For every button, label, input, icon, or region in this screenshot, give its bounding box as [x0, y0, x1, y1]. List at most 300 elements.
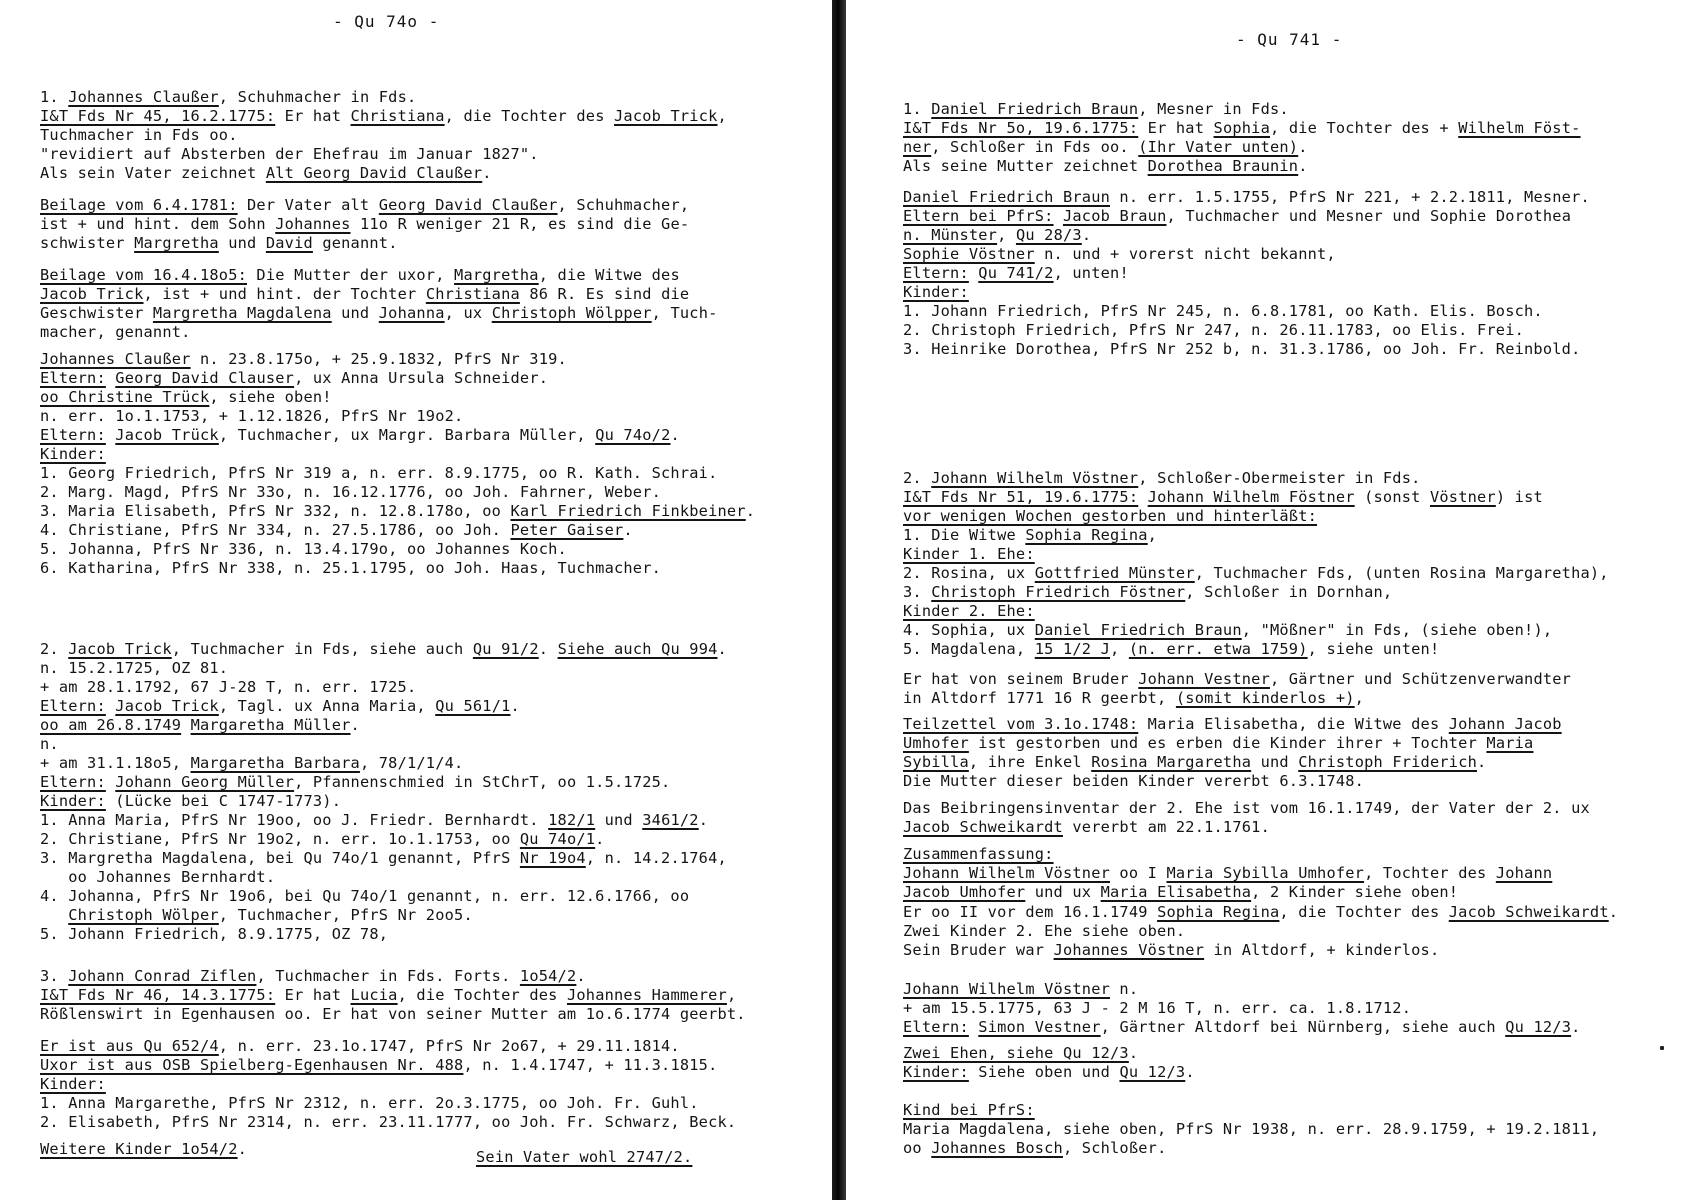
- text-line: [903, 980, 1581, 999]
- underlined-text: Weitere Kinder 1o54/2: [40, 1140, 238, 1158]
- text-line: [903, 734, 1562, 753]
- text-line: [903, 799, 1590, 818]
- text-run: .: [482, 164, 492, 182]
- text-run: .: [698, 811, 709, 829]
- text-line: [40, 659, 727, 678]
- text-run: , Tuchmacher, PfrS Nr 2oo5.: [218, 906, 473, 924]
- entry-block: [40, 88, 727, 183]
- text-run: 3.: [40, 967, 69, 985]
- text-run: , ist + und hint. der Tochter: [143, 285, 426, 303]
- underlined-text: Christiana: [350, 107, 445, 125]
- entry-block: [903, 100, 1581, 176]
- underlined-text: Johannes Vöstner: [1053, 941, 1205, 959]
- text-run: n. err. 1.5.1755, PfrS Nr 221, + 2.2.1811, Mesner.: [1110, 188, 1590, 206]
- underlined-text: Christoph Friderich: [1298, 753, 1478, 771]
- text-line: [903, 922, 1618, 941]
- underlined-text: Jacob Trick: [115, 697, 219, 715]
- text-line: [903, 100, 1581, 119]
- text-line: [40, 126, 727, 145]
- underlined-text: Johannes Hammerer: [566, 986, 727, 1004]
- text-run: , Tuchmacher in Fds, siehe auch: [171, 640, 473, 658]
- text-line: [40, 266, 718, 285]
- underlined-text: Qu 12/3: [1505, 1018, 1572, 1036]
- underlined-text: Daniel Friedrich Braun: [1034, 621, 1242, 639]
- text-line: [903, 670, 1571, 689]
- text-line: [903, 545, 1609, 564]
- text-run: und ux: [1025, 883, 1101, 901]
- underlined-text: Johann Wilhelm Föstner: [1147, 488, 1355, 506]
- text-run: 1. Johann Friedrich, PfrS Nr 245, n. 6.8.1781, oo Kath. Elis. Bosch.: [903, 302, 1543, 320]
- text-line: [903, 715, 1562, 734]
- underlined-text: Qu 12/3: [1119, 1063, 1186, 1081]
- text-line: [40, 196, 689, 215]
- text-run: [969, 1018, 978, 1036]
- text-run: , Schloßer-Obermeister in Fds.: [1138, 469, 1421, 487]
- text-run: 1.: [40, 88, 69, 106]
- text-line: [40, 350, 755, 369]
- text-line: [903, 772, 1562, 791]
- underlined-text: Qu 74o/2: [595, 426, 671, 444]
- text-run: , die Tochter des: [444, 107, 615, 125]
- text-run: .: [350, 716, 360, 734]
- text-run: , Tuchmacher, ux Margr. Barbara Müller,: [218, 426, 596, 444]
- text-run: [969, 264, 978, 282]
- text-run: ,: [1354, 689, 1365, 707]
- entry-block: [903, 469, 1609, 659]
- underlined-text: (Ihr Vater unten): [1138, 138, 1299, 156]
- text-line: [40, 925, 727, 944]
- underlined-text: Johann Jacob: [1448, 715, 1562, 733]
- underlined-text: Margretha: [134, 234, 219, 252]
- underlined-text: Eltern:: [40, 773, 106, 791]
- text-run: Siehe oben und: [968, 1063, 1120, 1081]
- underlined-text: Sybilla: [903, 753, 969, 771]
- text-run: , siehe oben!: [209, 388, 332, 406]
- text-run: Er oo II vor dem 16.1.1749: [903, 903, 1158, 921]
- text-run: .: [623, 521, 633, 539]
- text-run: n. err. 1o.1.1753, + 1.12.1826, PfrS Nr 19o2.: [40, 407, 464, 425]
- text-run: 5. Johann Friedrich, 8.9.1775, OZ 78,: [40, 925, 389, 943]
- underlined-text: Jacob Trick: [614, 107, 718, 125]
- underlined-text: Jacob Trück: [115, 426, 219, 444]
- text-run: , n. err. 23.1o.1747, PfrS Nr 2o67, + 29.11.1814.: [218, 1037, 680, 1055]
- text-run: , Schuhmacher in Fds.: [218, 88, 417, 106]
- text-run: .: [1185, 1063, 1195, 1081]
- text-run: Er hat von seinem Bruder: [903, 670, 1139, 688]
- underlined-text: 182/1: [548, 811, 596, 829]
- underlined-text: Siehe auch Qu 994: [557, 640, 718, 658]
- text-run: + am 28.1.1792, 67 J-28 T, n. err. 1725.: [40, 678, 417, 696]
- text-line: [903, 1044, 1195, 1063]
- text-run: Rößlenswirt in Egenhausen oo. Er hat von seiner Mutter am 1o.6.1774 geerbt.: [40, 1005, 746, 1023]
- entry-block: [476, 1148, 692, 1167]
- text-line: [40, 540, 755, 559]
- text-line: [903, 302, 1590, 321]
- underlined-text: (somit kinderlos +): [1175, 689, 1355, 707]
- underlined-text: Kinder:: [40, 445, 106, 463]
- underlined-text: Kinder:: [40, 1075, 106, 1093]
- underlined-text: oo am 26.8.1749: [40, 716, 182, 734]
- text-run: oo: [903, 1139, 932, 1157]
- text-run: 6. Katharina, PfrS Nr 338, n. 25.1.1795, oo Joh. Haas, Tuchmacher.: [40, 559, 662, 577]
- text-run: 1. Anna Maria, PfrS Nr 19oo, oo J. Friedr. Bernhardt.: [40, 811, 549, 829]
- text-run: ,: [726, 986, 737, 1004]
- text-run: macher, genannt.: [40, 323, 191, 341]
- text-run: Als seine Mutter zeichnet: [903, 157, 1148, 175]
- underlined-text: ner: [903, 138, 932, 156]
- text-run: 2. Christiane, PfrS Nr 19o2, n. err. 1o.1.1753, oo: [40, 830, 520, 848]
- page-number: - Qu 741 -: [1236, 30, 1343, 49]
- text-run: 5. Magdalena,: [903, 640, 1035, 658]
- text-run: Das Beibringensinventar der 2. Ehe ist vom 16.1.1749, der Vater der 2. ux: [903, 799, 1590, 817]
- text-line: [40, 906, 727, 925]
- text-run: und: [331, 304, 379, 322]
- text-line: [40, 1056, 736, 1075]
- text-run: und: [595, 811, 643, 829]
- text-line: [40, 521, 755, 540]
- underlined-text: I&T Fds Nr 45, 16.2.1775:: [40, 107, 276, 125]
- text-line: [40, 559, 755, 578]
- text-run: 2.: [903, 469, 932, 487]
- text-run: .: [1298, 157, 1308, 175]
- underlined-text: Eltern:: [40, 697, 106, 715]
- text-run: Maria Elisabetha, die Witwe des: [1138, 715, 1449, 733]
- underlined-text: Gottfried Münster: [1034, 564, 1195, 582]
- underlined-text: Qu 91/2: [472, 640, 539, 658]
- text-run: 3. Margretha Magdalena, bei Qu 74o/1 genannt, PfrS: [40, 849, 520, 867]
- text-line: [476, 1148, 692, 1167]
- underlined-text: Johannes Claußer: [40, 350, 191, 368]
- text-run: "revidiert auf Absterben der Ehefrau im Januar 1827".: [40, 145, 539, 163]
- text-run: .: [510, 697, 520, 715]
- entry-block: [903, 188, 1590, 359]
- text-run: 1.: [903, 100, 932, 118]
- text-run: .: [1128, 1044, 1139, 1062]
- text-line: [903, 753, 1562, 772]
- underlined-text: Eltern:: [903, 1018, 969, 1036]
- text-run: , Gärtner und Schützenverwandter: [1269, 670, 1572, 688]
- text-run: , 78/1/1/4.: [359, 754, 464, 772]
- underlined-text: Maria Elisabetha: [1100, 883, 1252, 901]
- underlined-text: Zusammenfassung:: [903, 845, 1054, 863]
- text-run: , Tuchmacher Fds, (unten Rosina Margaretha),: [1194, 564, 1609, 582]
- entry-block: [903, 903, 1618, 960]
- text-run: , Schloßer.: [1062, 1139, 1167, 1157]
- underlined-text: Vöstner: [1429, 488, 1496, 506]
- underlined-text: Johanna: [378, 304, 445, 322]
- text-run: , ihre Enkel: [968, 753, 1092, 771]
- underlined-text: 3461/2: [642, 811, 699, 829]
- text-line: [40, 773, 727, 792]
- text-line: [903, 845, 1552, 864]
- underlined-text: Margretha Magdalena: [152, 304, 332, 322]
- underlined-text: oo Christine Trück: [40, 388, 210, 406]
- text-line: [40, 88, 727, 107]
- entry-block: [40, 196, 689, 253]
- underlined-text: Johann: [1495, 864, 1553, 882]
- text-run: 1. Georg Friedrich, PfrS Nr 319 a, n. err. 8.9.1775, oo R. Kath. Schrai.: [40, 464, 718, 482]
- text-line: [40, 145, 727, 164]
- text-run: und: [218, 234, 266, 252]
- underlined-text: Eltern:: [903, 264, 969, 282]
- underlined-text: Johannes: [275, 215, 351, 233]
- text-line: [40, 678, 727, 697]
- text-line: [40, 215, 689, 234]
- text-run: [1138, 488, 1147, 506]
- underlined-text: Kind bei PfrS:: [903, 1101, 1035, 1119]
- entry-block: [903, 799, 1590, 837]
- text-run: Die Mutter dieser beiden Kinder vererbt 6.3.1748.: [903, 772, 1365, 790]
- text-line: [40, 483, 755, 502]
- underlined-text: Christoph Friedrich Föstner: [931, 583, 1186, 601]
- text-line: [903, 526, 1609, 545]
- underlined-text: Nr 19o4: [519, 849, 586, 867]
- entry-block: [903, 670, 1571, 708]
- text-line: [903, 883, 1552, 902]
- entry-block: [903, 845, 1552, 902]
- text-run: [40, 906, 68, 924]
- text-run: schwister: [40, 234, 135, 252]
- text-run: [106, 369, 115, 387]
- text-line: [40, 887, 727, 906]
- text-run: .: [1608, 903, 1619, 921]
- underlined-text: Christoph Wölpper: [491, 304, 652, 322]
- text-run: 1. Die Witwe: [903, 526, 1026, 544]
- text-run: Sein Bruder war: [903, 941, 1054, 959]
- text-run: , n. 1.4.1747, + 11.3.1815.: [463, 1056, 718, 1074]
- text-run: Geschwister: [40, 304, 153, 322]
- text-run: [106, 773, 115, 791]
- text-run: Die Mutter der uxor,: [247, 266, 455, 284]
- text-line: [40, 640, 727, 659]
- text-run: , unten!: [1053, 264, 1129, 282]
- underlined-text: I&T Fds Nr 46, 14.3.1775:: [40, 986, 276, 1004]
- text-run: Zwei Kinder 2. Ehe siehe oben.: [903, 922, 1186, 940]
- text-line: [40, 735, 727, 754]
- text-line: [903, 999, 1581, 1018]
- underlined-text: Daniel Friedrich Braun: [903, 188, 1111, 206]
- text-line: [903, 864, 1552, 883]
- underlined-text: Johann Conrad Ziflen: [68, 967, 257, 985]
- text-run: 5. Johanna, PfrS Nr 336, n. 13.4.179o, oo Johannes Koch.: [40, 540, 567, 558]
- underlined-text: Johannes Bosch: [931, 1139, 1063, 1157]
- entry-block: [40, 266, 718, 342]
- text-line: [40, 285, 718, 304]
- text-line: [903, 621, 1609, 640]
- underlined-text: Qu 74o/1: [519, 830, 596, 848]
- underlined-text: Johann Vestner: [1138, 670, 1270, 688]
- text-run: Als sein Vater zeichnet: [40, 164, 266, 182]
- entry-block: [40, 350, 755, 578]
- text-run: ) ist: [1495, 488, 1543, 506]
- text-line: [903, 469, 1609, 488]
- text-run: Maria Magdalena, siehe oben, PfrS Nr 1938, n. err. 28.9.1759, + 19.2.1811,: [903, 1120, 1600, 1138]
- underlined-text: Zwei Ehen, siehe Qu 12/3: [903, 1044, 1129, 1062]
- text-line: [40, 716, 727, 735]
- text-line: [903, 1120, 1599, 1139]
- text-run: , Tuchmacher in Fds. Forts.: [256, 967, 520, 985]
- underlined-text: Maria: [1486, 734, 1534, 752]
- text-run: oo I: [1110, 864, 1167, 882]
- text-line: [903, 138, 1581, 157]
- underlined-text: Sophia Regina: [1025, 526, 1148, 544]
- text-run: , Gärtner Altdorf bei Nürnberg, siehe auch: [1100, 1018, 1506, 1036]
- underlined-text: Margaretha Barbara: [190, 754, 360, 772]
- text-run: genannt.: [312, 234, 398, 252]
- text-run: , "Mößner" in Fds, (siehe oben!),: [1241, 621, 1553, 639]
- text-line: [40, 754, 727, 773]
- underlined-text: Lucia: [350, 986, 398, 1004]
- underlined-text: Eltern:: [40, 426, 106, 444]
- text-run: n. 15.2.1725, OZ 81.: [40, 659, 229, 677]
- underlined-text: Jacob Trick: [68, 640, 172, 658]
- text-run: + am 15.5.1775, 63 J - 2 M 16 T, n. err. ca. 1.8.1712.: [903, 999, 1412, 1017]
- text-run: [181, 716, 190, 734]
- text-line: [40, 986, 746, 1005]
- underlined-text: Margretha: [454, 266, 539, 284]
- underlined-text: Eltern:: [40, 369, 106, 387]
- text-line: [40, 502, 755, 521]
- text-run: Er hat: [275, 986, 351, 1004]
- underlined-text: Uxor ist aus OSB Spielberg-Egenhausen Nr. 488: [40, 1056, 464, 1074]
- underlined-text: Peter Gaiser: [510, 521, 624, 539]
- entry-block: [903, 1101, 1599, 1158]
- entry-block: [40, 640, 727, 944]
- text-line: [903, 1063, 1195, 1082]
- text-run: 3.: [903, 583, 932, 601]
- text-line: [40, 967, 746, 986]
- text-run: + am 31.1.18o5,: [40, 754, 191, 772]
- text-run: ,: [1147, 526, 1158, 544]
- text-run: n. 23.8.175o, + 25.9.1832, PfrS Nr 319.: [190, 350, 567, 368]
- underlined-text: Kinder 1. Ehe:: [903, 545, 1035, 563]
- underlined-text: Wilhelm Föst-: [1458, 119, 1581, 137]
- page-number: - Qu 74o -: [333, 12, 440, 31]
- underlined-text: vor wenigen Wochen gestorben und hinterläßt:: [903, 507, 1318, 525]
- underlined-text: Christoph Wölper: [68, 906, 219, 924]
- underlined-text: Jacob Braun: [1062, 207, 1167, 225]
- text-line: [40, 1005, 746, 1024]
- underlined-text: Johann Georg Müller: [115, 773, 295, 791]
- text-run: Tuchmacher in Fds oo.: [40, 126, 238, 144]
- underlined-text: Kinder:: [903, 283, 969, 301]
- text-line: [903, 207, 1590, 226]
- underlined-text: Simon Vestner: [978, 1018, 1101, 1036]
- text-line: [40, 369, 755, 388]
- text-run: vererbt am 22.1.1761.: [1062, 818, 1270, 836]
- scan-speck: [1660, 1046, 1664, 1050]
- text-line: [903, 583, 1609, 602]
- underlined-text: David: [265, 234, 313, 252]
- text-line: [903, 340, 1590, 359]
- underlined-text: n. Münster: [903, 226, 998, 244]
- book-gutter: [832, 0, 846, 1200]
- text-run: in Altdorf, + kinderlos.: [1204, 941, 1440, 959]
- text-line: [903, 1139, 1599, 1158]
- underlined-text: Kinder:: [40, 792, 106, 810]
- text-line: [903, 507, 1609, 526]
- text-run: 2. Elisabeth, PfrS Nr 2314, n. err. 23.11.1777, oo Joh. Fr. Schwarz, Beck.: [40, 1113, 737, 1131]
- text-line: [40, 1075, 736, 1094]
- text-line: [40, 849, 727, 868]
- underlined-text: Qu 741/2: [978, 264, 1054, 282]
- text-line: [903, 564, 1609, 583]
- text-run: und: [1251, 753, 1299, 771]
- underlined-text: Karl Friedrich Finkbeiner: [510, 502, 746, 520]
- text-line: [40, 868, 727, 887]
- entry-block: [40, 1140, 247, 1159]
- underlined-text: Umhofer: [903, 734, 969, 752]
- text-run: ,: [1110, 640, 1129, 658]
- text-line: [40, 407, 755, 426]
- text-run: [1054, 207, 1063, 225]
- text-run: n.: [1110, 980, 1139, 998]
- entry-block: [40, 1037, 736, 1132]
- text-run: in Altdorf 1771 16 R geerbt,: [903, 689, 1176, 707]
- text-run: 3. Maria Elisabeth, PfrS Nr 332, n. 12.8.178o, oo: [40, 502, 511, 520]
- text-run: , n. 14.2.1764,: [585, 849, 727, 867]
- text-run: 4. Christiane, PfrS Nr 334, n. 27.5.1786, oo Joh.: [40, 521, 511, 539]
- underlined-text: Kinder:: [903, 1063, 969, 1081]
- underlined-text: Georg David Clauser: [115, 369, 295, 387]
- text-run: 11o R weniger 21 R, es sind die Ge-: [350, 215, 690, 233]
- underlined-text: Maria Sybilla Umhofer: [1166, 864, 1365, 882]
- text-run: (Lücke bei C 1747-1773).: [105, 792, 342, 810]
- text-run: , ux: [444, 304, 492, 322]
- underlined-text: Jacob Trick: [40, 285, 144, 303]
- underlined-text: Eltern bei PfrS:: [903, 207, 1054, 225]
- text-line: [903, 941, 1618, 960]
- text-run: (sonst: [1354, 488, 1430, 506]
- underlined-text: Johann Wilhelm Vöstner: [903, 980, 1111, 998]
- text-run: .: [538, 640, 558, 658]
- text-run: oo Johannes Bernhardt.: [40, 868, 276, 886]
- underlined-text: Sophia Regina: [1157, 903, 1280, 921]
- text-line: [903, 1018, 1581, 1037]
- text-line: [40, 792, 727, 811]
- text-line: [903, 640, 1609, 659]
- text-run: 1. Anna Margarethe, PfrS Nr 2312, n. err. 2o.3.1775, oo Joh. Fr. Guhl.: [40, 1094, 699, 1112]
- underlined-text: Jacob Schweikardt: [1448, 903, 1609, 921]
- underlined-text: I&T Fds Nr 51, 19.6.1775:: [903, 488, 1139, 506]
- text-run: , Tuch-: [651, 304, 718, 322]
- underlined-text: Johannes Claußer: [68, 88, 219, 106]
- underlined-text: (n. err. etwa 1759): [1128, 640, 1308, 658]
- text-line: [903, 1101, 1599, 1120]
- underlined-text: Dorothea Braunin: [1147, 157, 1299, 175]
- text-run: 2. Christoph Friedrich, PfrS Nr 247, n. 26.11.1783, oo Elis. Frei.: [903, 321, 1525, 339]
- text-run: .: [576, 967, 586, 985]
- text-line: [40, 1140, 247, 1159]
- underlined-text: Johann Wilhelm Vöstner: [903, 864, 1111, 882]
- text-run: 2. Rosina, ux: [903, 564, 1035, 582]
- underlined-text: Alt Georg David Claußer: [265, 164, 483, 182]
- underlined-text: Jacob Schweikardt: [903, 818, 1063, 836]
- text-run: , Tuchmacher und Mesner und Sophie Dorothea: [1166, 207, 1572, 225]
- text-line: [903, 818, 1590, 837]
- text-line: [40, 234, 689, 253]
- underlined-text: Georg David Claußer: [378, 196, 558, 214]
- text-run: .: [745, 502, 756, 520]
- text-line: [903, 283, 1590, 302]
- text-run: 4. Sophia, ux: [903, 621, 1035, 639]
- text-line: [903, 488, 1609, 507]
- underlined-text: 1o54/2: [519, 967, 577, 985]
- text-run: , die Witwe des: [538, 266, 680, 284]
- underlined-text: Margaretha Müller: [190, 716, 351, 734]
- text-run: .: [237, 1140, 248, 1158]
- text-run: [106, 426, 115, 444]
